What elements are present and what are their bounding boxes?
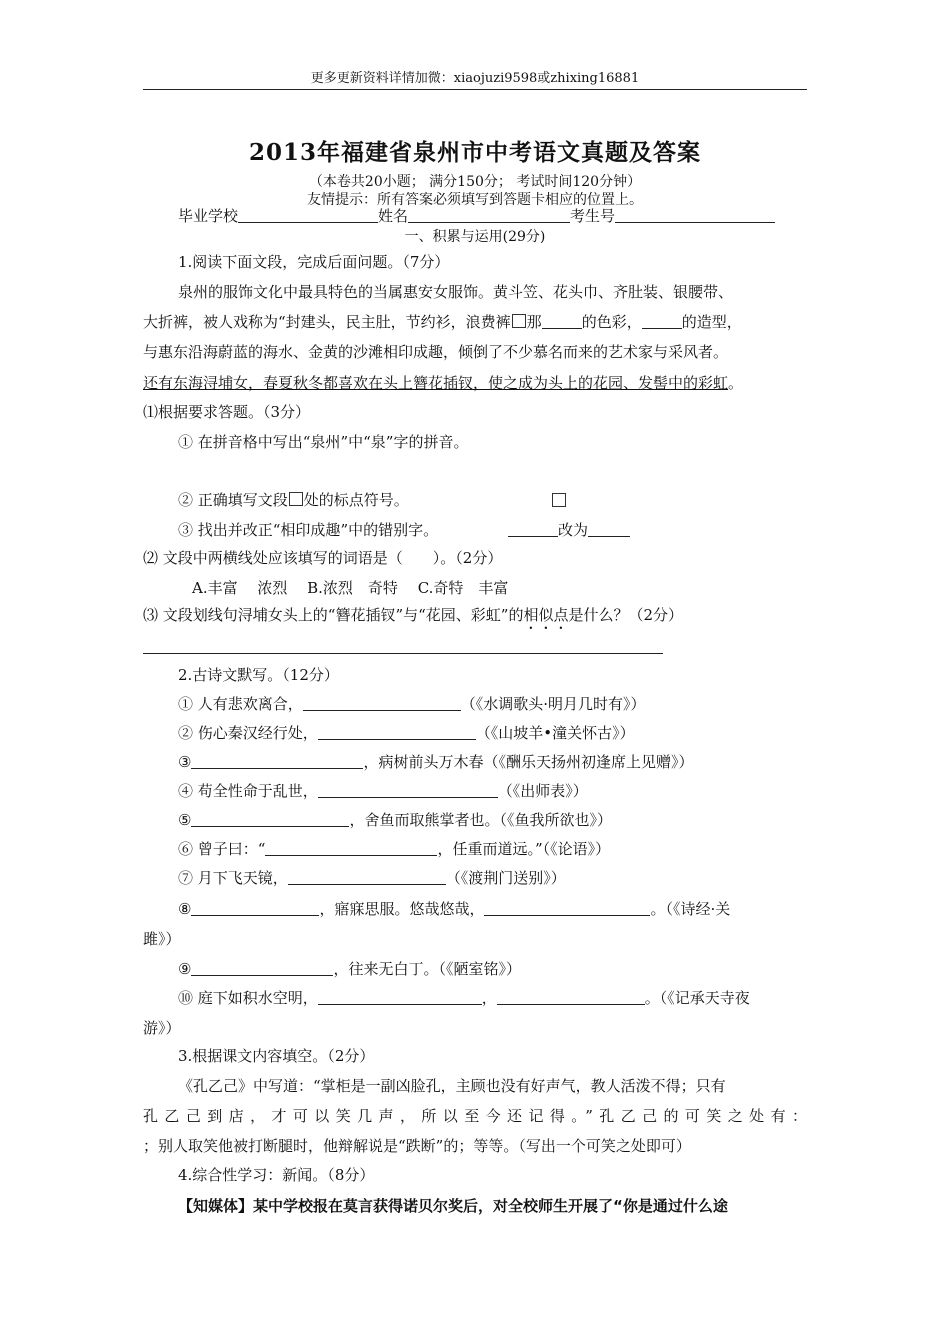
section-heading: 一、积累与运用(29分) [404, 229, 546, 245]
poem-blank[interactable] [303, 694, 461, 711]
correction-row [508, 520, 630, 540]
q3-intro: 3.根据课文内容填空。（2分） [178, 1047, 375, 1065]
notice: 友情提示：所有答案必须填写到答题卡相应的位置上。 [307, 192, 643, 208]
q1-passage-text: 的色彩， [581, 313, 642, 331]
q2-item-9 [178, 959, 521, 979]
q1-passage-line-2 [143, 312, 742, 332]
poem-text: ④ 苟全性命于乱世， [178, 782, 318, 800]
poem-blank[interactable] [288, 868, 446, 885]
poem-blank[interactable] [318, 988, 482, 1005]
poem-source: ，任重而道远。”（《论语》） [437, 840, 611, 858]
poem-source: ，往来无白丁。（《陋室铭》） [333, 960, 521, 978]
poem-text: ⑨ [178, 960, 192, 978]
document-title: 2013年福建省泉州市中考语文真题及答案 [248, 139, 701, 166]
q1-passage-text: 。 [728, 374, 744, 392]
poem-blank[interactable] [265, 839, 437, 856]
q1-passage-line-4 [143, 373, 743, 393]
q2-item-7 [178, 868, 566, 888]
poem-text: ， [481, 989, 497, 1007]
student-info-row [178, 206, 775, 226]
poem-text: ⑥ 曾子曰：“ [178, 840, 266, 858]
school-blank[interactable] [238, 206, 378, 223]
punctuation-box [289, 492, 303, 506]
school-label: 毕业学校 [178, 207, 239, 225]
change-to-label: 改为 [558, 521, 589, 539]
q1-sub1-b [178, 490, 409, 510]
q3-passage-line-2: 孔乙己到店，才可以笑几声，所以至今还记得。”孔乙己的可笑之处有： [143, 1107, 807, 1125]
q1-sub1-c: ③ 找出并改正“相印成趣”中的错别字。 [178, 521, 439, 539]
q1-sub3-text: ⑶ 文段划线句浔埔女头上的“簪花插钗”与“花园、彩虹”的 [143, 606, 524, 624]
q1-sub2-options: A.丰富 浓烈 B.浓烈 奇特 C.奇特 丰富 [192, 579, 509, 597]
poem-blank[interactable] [484, 899, 650, 916]
poem-source: ，病树前头万木春（《酬乐天扬州初逢席上见赠》） [363, 753, 694, 771]
q1-sub1-a: ① 在拼音格中写出“泉州”中“泉”字的拼音。 [178, 433, 469, 451]
poem-text: ② 伤心秦汉经行处， [178, 724, 318, 742]
poem-source: （《水调歌头·明月几时有》） [460, 695, 646, 713]
poem-blank[interactable] [191, 810, 349, 827]
q4-intro: 4.综合性学习：新闻。（8分） [178, 1166, 375, 1184]
q2-item-10 [178, 988, 750, 1008]
poem-text: ，寤寐思服。悠哉悠哉， [319, 900, 485, 918]
poem-blank[interactable] [191, 959, 333, 976]
name-blank[interactable] [408, 206, 570, 223]
poem-source: （《山坡羊•潼关怀古》） [475, 724, 635, 742]
q3-passage-line-3: ；别人取笑他被打断腿时，他辩解说是“跌断”的；等等。（写出一个可笑之处即可） [143, 1137, 691, 1155]
q2-item-2 [178, 723, 635, 743]
correct-char-blank[interactable] [588, 520, 630, 537]
exam-no-blank[interactable] [615, 206, 775, 223]
poem-source: 。（《记承天寺夜 [644, 989, 750, 1007]
exam-no-label: 考生号 [570, 207, 616, 225]
q2-item-8 [178, 899, 730, 919]
q1-sub1-b-text: 处的标点符号。 [303, 491, 409, 509]
q2-item-3 [178, 752, 693, 772]
poem-source: ，舍鱼而取熊掌者也。（《鱼我所欲也》） [349, 811, 612, 829]
q1-sub3 [143, 605, 683, 633]
poem-blank[interactable] [318, 723, 476, 740]
poem-source: 。（《诗经·关 [650, 900, 731, 918]
poem-text: ⑦ 月下飞天镜， [178, 869, 288, 887]
poem-blank[interactable] [191, 899, 319, 916]
poem-text: ⑤ [178, 811, 192, 829]
poem-text: ⑩ 庭下如积水空明， [178, 989, 318, 1007]
q1-sub1: ⑴根据要求答题。（3分） [143, 403, 311, 421]
q2-intro: 2.古诗文默写。（12分） [178, 666, 339, 684]
poem-blank[interactable] [497, 988, 645, 1005]
q1-passage-text: 的造型， [681, 313, 742, 331]
poem-source: （《出师表》） [497, 782, 588, 800]
poem-blank[interactable] [318, 781, 498, 798]
emphasized-word: 相似点 [523, 606, 569, 624]
underlined-sentence: 还有东海浔埔女，春夏秋冬都喜欢在头上簪花插钗，使之成为头上的花园、发髻中的彩虹 [143, 374, 729, 392]
q1-passage-line-1: 泉州的服饰文化中最具特色的当属惠安女服饰。黄斗笠、花头巾、齐肚装、银腰带、 [178, 283, 734, 301]
poem-text: ⑧ [178, 900, 192, 918]
q4-passage-line-1: 【知媒体】某中学校报在莫言获得诺贝尔奖后，对全校师生开展了“你是通过什么途 [178, 1197, 728, 1215]
word-blank-1[interactable] [542, 312, 582, 329]
q2-item-8-cont: 雎》） [143, 930, 181, 948]
wrong-char-blank[interactable] [508, 520, 558, 537]
q1-passage-text: 那 [526, 313, 542, 331]
poem-blank[interactable] [191, 752, 363, 769]
poem-text: ③ [178, 753, 192, 771]
exam-info: （本卷共20小题； 满分150分； 考试时间120分钟） [308, 174, 642, 190]
page-header: 更多更新资料详情加微：xiaojuzi9598或zhixing16881 [143, 70, 807, 90]
q2-item-4 [178, 781, 588, 801]
answer-box[interactable] [552, 493, 566, 507]
q2-item-5 [178, 810, 612, 830]
poem-source: （《渡荆门送别》） [445, 869, 566, 887]
q1-sub2: ⑵ 文段中两横线处应该填写的词语是（ ）。（2分） [143, 549, 503, 567]
name-label: 姓名 [378, 207, 409, 225]
q3-passage-line-1: 《孔乙己》中写道：“掌柜是一副凶脸孔，主顾也没有好声气，教人活泼不得；只有 [178, 1077, 726, 1095]
word-blank-2[interactable] [642, 312, 682, 329]
q2-item-6 [178, 839, 610, 859]
q2-item-1 [178, 694, 646, 714]
q1-intro: 1.阅读下面文段，完成后面问题。（7分） [178, 253, 450, 271]
q1-sub3-text: 是什么？（2分） [568, 606, 684, 624]
q1-passage-text: 大折裤，被人戏称为“封建头，民主肚，节约衫，浪费裤 [143, 313, 511, 331]
poem-text: ① 人有悲欢离合， [178, 695, 303, 713]
q1-passage-line-3: 与惠东沿海蔚蓝的海水、金黄的沙滩相印成趣，倾倒了不少慕名而来的艺术家与采风者。 [143, 343, 729, 361]
punctuation-box[interactable] [512, 314, 526, 328]
answer-line[interactable] [143, 653, 663, 654]
q2-item-10-cont: 游》） [143, 1019, 181, 1037]
q1-sub1-b-text: ② 正确填写文段 [178, 491, 288, 509]
